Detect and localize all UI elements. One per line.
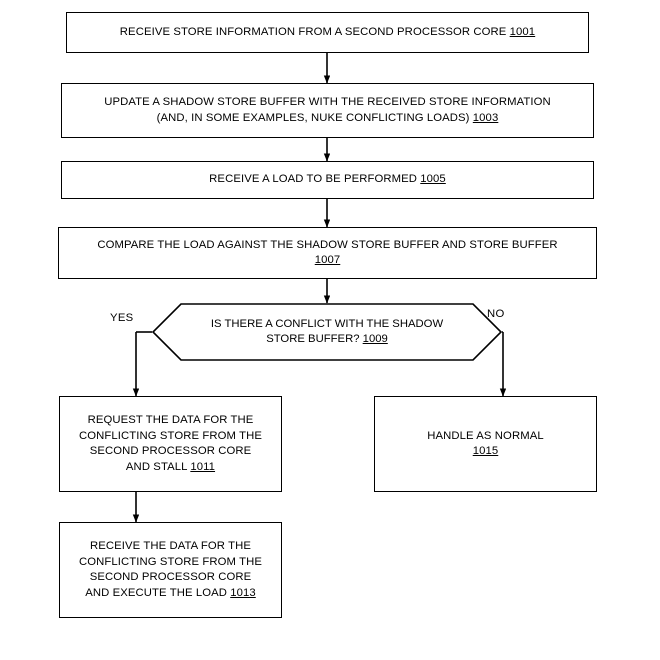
process-node-1003-text: UPDATE A SHADOW STORE BUFFER WITH THE RECEIVED STORE INFORMATION (AND, IN SOME EXAMPLES, NUKE CONFLICTING LOADS) 1003 bbox=[104, 96, 551, 124]
process-node-1013-text: RECEIVE THE DATA FOR THE CONFLICTING STORE FROM THE SECOND PROCESSOR CORE AND EXECUTE THE LOAD 1013 bbox=[79, 540, 262, 599]
process-node-1005-text: RECEIVE A LOAD TO BE PERFORMED 1005 bbox=[209, 173, 446, 186]
reference-numeral-1003: 1003 bbox=[472, 111, 499, 124]
reference-numeral-1013: 1013 bbox=[230, 586, 256, 599]
process-node-1005[interactable] bbox=[61, 161, 594, 199]
process-node-1011-text: REQUEST THE DATA FOR THE CONFLICTING STORE FROM THE SECOND PROCESSOR CORE AND STALL 1011 bbox=[79, 414, 262, 473]
process-node-1001-text: RECEIVE STORE INFORMATION FROM A SECOND PROCESSOR CORE 1001 bbox=[119, 25, 536, 38]
reference-numeral-1015: 1015 bbox=[472, 445, 499, 457]
branch-label-yes: YES bbox=[110, 312, 134, 324]
reference-numeral-1005: 1005 bbox=[420, 173, 446, 186]
process-node-1015-text: HANDLE AS NORMAL 1015 bbox=[427, 429, 544, 457]
process-node-1003[interactable] bbox=[61, 83, 594, 138]
process-node-1007[interactable] bbox=[58, 227, 597, 279]
process-node-1001[interactable] bbox=[66, 12, 589, 53]
reference-numeral-1009: 1009 bbox=[362, 333, 388, 345]
reference-numeral-1007: 1007 bbox=[314, 254, 341, 266]
process-node-1007-text: COMPARE THE LOAD AGAINST THE SHADOW STORE BUFFER AND STORE BUFFER 1007 bbox=[97, 238, 558, 266]
process-node-1011[interactable] bbox=[59, 396, 282, 492]
decision-node-1009[interactable] bbox=[152, 303, 502, 361]
reference-numeral-1001: 1001 bbox=[509, 25, 536, 38]
branch-label-no: NO bbox=[487, 308, 505, 320]
process-node-1013[interactable] bbox=[59, 522, 282, 618]
decision-node-1009-text: IS THERE A CONFLICT WITH THE SHADOW STORE BUFFER? 1009 bbox=[210, 317, 444, 345]
reference-numeral-1011: 1011 bbox=[190, 460, 216, 473]
process-node-1015[interactable] bbox=[374, 396, 597, 492]
